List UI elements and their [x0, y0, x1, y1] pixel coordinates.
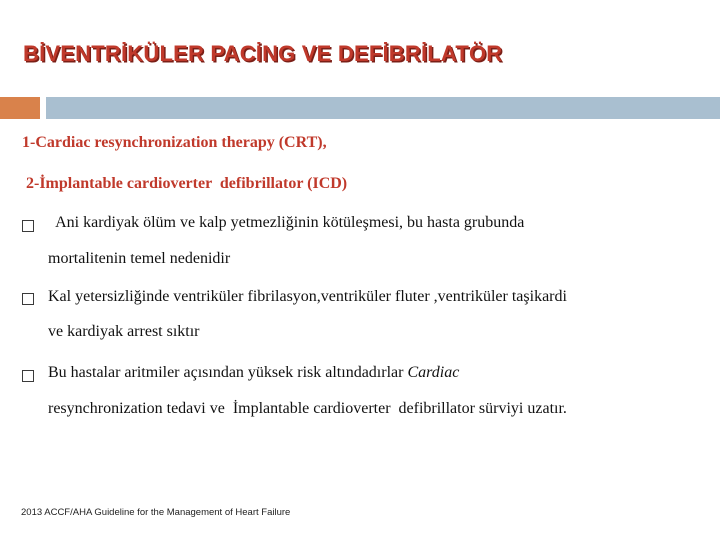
accent-bar-blue: [46, 97, 720, 119]
bullet-marker-1: [22, 220, 34, 232]
bullet-3-line-1: [48, 364, 708, 382]
bullet-1-line-1: Ani kardiyak ölüm ve kalp yetmezliğinin kötüleşmesi, bu hasta grubunda: [48, 214, 525, 231]
bullet-3-line-1-italic: Cardiac: [407, 364, 460, 381]
icd-heading: 2-İmplantable cardioverter defibrillator (ICD): [22, 175, 348, 192]
bullet-1-line-2: mortalitenin temel nedenidir: [48, 250, 231, 267]
footer-citation: 2013 ACCF/AHA Guideline for the Management of Heart Failure: [21, 507, 291, 518]
bullet-marker-2: [22, 293, 34, 305]
bullet-2-line-2: ve kardiyak arrest sıktır: [48, 323, 200, 340]
accent-bar-orange: [0, 97, 40, 119]
bullet-3-line-1-text: Bu hastalar aritmiler açısından yüksek risk altındadırlar: [48, 364, 408, 381]
crt-heading: 1-Cardiac resynchronization therapy (CRT),: [22, 134, 327, 151]
bullet-marker-3: [22, 370, 34, 382]
bullet-2-line-1: Kal yetersizliğinde ventriküler fibrilasyon,ventriküler fluter ,ventriküler taşikardi: [48, 288, 567, 305]
slide-title: BİVENTRİKÜLER PACİNG VE DEFİBRİLATÖR: [23, 41, 503, 66]
bullet-3-line-2: resynchronization tedavi ve İmplantable cardioverter defibrillator sürviyi uzatır.: [48, 400, 567, 417]
